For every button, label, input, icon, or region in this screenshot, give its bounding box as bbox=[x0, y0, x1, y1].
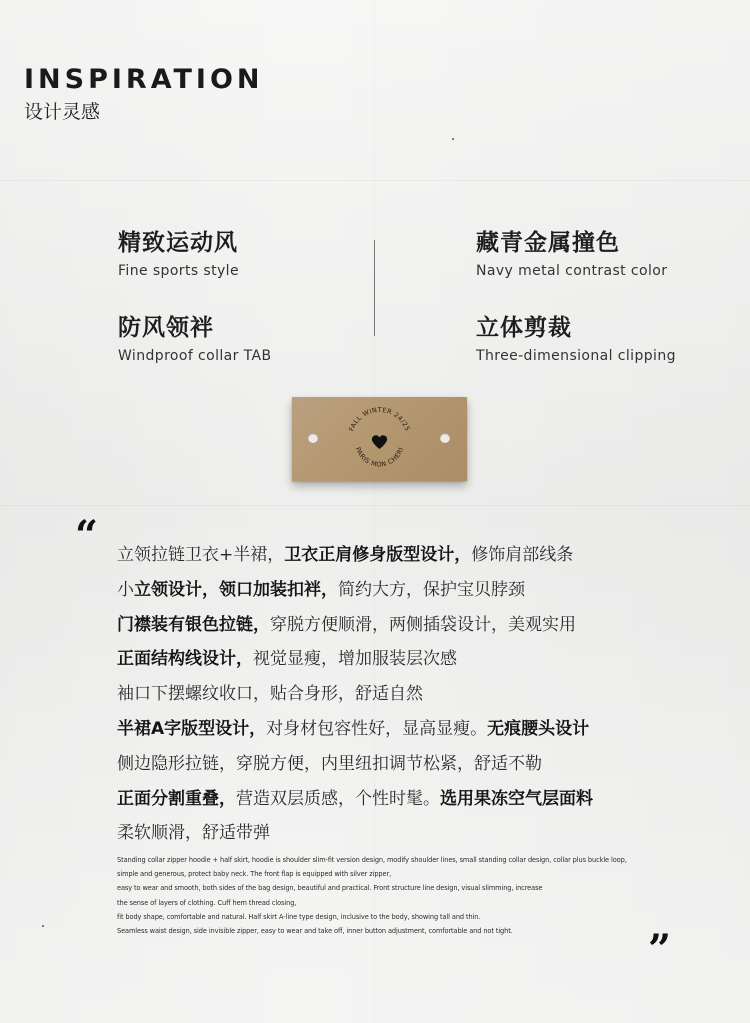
tag-stamp-logo bbox=[342, 402, 417, 477]
description-line bbox=[117, 821, 593, 856]
paper-fold-line bbox=[0, 505, 750, 506]
description-text: 柔软顺滑，舒适带弹 bbox=[117, 823, 270, 844]
feature-sports-style bbox=[118, 224, 239, 279]
description-highlight: 半裙A字版型设计， bbox=[117, 718, 267, 739]
feature-caption: Fine sports style bbox=[118, 263, 239, 279]
english-description-line: the sense of layers of clothing. Cuff hem thread closing, bbox=[117, 898, 297, 907]
description-highlight: 无痕腰头设计 bbox=[487, 718, 590, 739]
feature-title: 藏青金属撞色 bbox=[476, 230, 620, 256]
description-line bbox=[117, 647, 593, 682]
description-highlight: 选用果冻空气层面料 bbox=[440, 788, 593, 809]
description-line bbox=[117, 787, 593, 822]
description-text: 立领拉链卫衣+半裙， bbox=[117, 545, 285, 565]
feature-caption: Navy metal contrast color bbox=[476, 263, 668, 279]
description-highlight: 正面分割重叠， bbox=[117, 788, 236, 809]
paper-speck bbox=[42, 925, 44, 927]
description-highlight: 门襟装有银色拉链， bbox=[117, 614, 270, 635]
kraft-hang-tag bbox=[292, 397, 467, 481]
description-text: 修饰肩部线条 bbox=[471, 545, 574, 565]
description-text: 简约大方，保护宝贝脖颈 bbox=[338, 579, 525, 600]
english-description-line: simple and generous, protect baby neck. The front flap is equipped with silver zipper, bbox=[117, 870, 392, 879]
tag-hole bbox=[440, 433, 450, 443]
description-line bbox=[117, 752, 593, 787]
paper-fold-line bbox=[0, 180, 750, 181]
feature-title: 精致运动风 bbox=[118, 230, 238, 256]
feature-divider bbox=[374, 240, 375, 336]
description-en bbox=[117, 855, 697, 940]
description-text: 侧边隐形拉链，穿脱方便，内里纽扣调节松紧，舒适不勒 bbox=[117, 753, 542, 774]
tag-ring-text-bottom: PARIS MON CHERI bbox=[353, 446, 406, 469]
feature-contrast-color bbox=[476, 224, 667, 279]
feature-clipping bbox=[476, 309, 676, 364]
feature-collar-tab bbox=[118, 309, 272, 364]
open-quote-mark: “ bbox=[75, 512, 99, 559]
feature-title: 防风领袢 bbox=[118, 315, 214, 341]
description-line bbox=[117, 717, 593, 752]
description-highlight: 卫衣正肩修身版型设计， bbox=[284, 545, 472, 565]
section-subtitle: 设计灵感 bbox=[24, 101, 101, 123]
description-text: 小 bbox=[117, 579, 134, 600]
english-description-line: Seamless waist design, side invisible zipper, easy to wear and take off, inner button adjustment, comfortable and not tight. bbox=[117, 926, 513, 935]
section-title: INSPIRATION bbox=[24, 64, 264, 95]
description-line bbox=[117, 578, 593, 613]
description-highlight: 正面结构线设计， bbox=[117, 649, 253, 670]
feature-caption: Three-dimensional clipping bbox=[476, 348, 676, 364]
description-text: 穿脱方便顺滑，两侧插袋设计，美观实用 bbox=[270, 614, 576, 635]
english-description-line: fit body shape, comfortable and natural. Half skirt A-line type design, inclusive to the body, showing tall and thin. bbox=[117, 912, 481, 921]
feature-title: 立体剪裁 bbox=[476, 315, 572, 341]
description-text: 对身材包容性好，显高显瘦。 bbox=[266, 718, 488, 739]
close-quote-mark: ” bbox=[648, 926, 672, 973]
description-line bbox=[117, 682, 593, 717]
description-highlight: 立领设计，领口加装扣袢， bbox=[134, 579, 338, 600]
paper-speck bbox=[452, 138, 454, 140]
feature-caption: Windproof collar TAB bbox=[118, 348, 272, 364]
tag-ring-text-top: FALL WINTER 24/25 bbox=[347, 405, 412, 433]
english-description-line: easy to wear and smooth, both sides of the bag design, beautiful and practical. Front structure line design, visual slimming, increase bbox=[117, 884, 543, 893]
description-text: 视觉显瘦，增加服装层次感 bbox=[253, 649, 457, 670]
tag-hole bbox=[308, 433, 318, 443]
english-description-line: Standing collar zipper hoodie + half skirt, hoodie is shoulder slim-fit version design, modify shoulder lines, small standing collar design, collar plus buckle loop, bbox=[117, 856, 627, 864]
heart-icon bbox=[372, 435, 387, 449]
description-line bbox=[117, 613, 593, 648]
description-text: 袖口下摆螺纹收口，贴合身形，舒适自然 bbox=[117, 684, 423, 705]
description-line bbox=[117, 543, 593, 578]
description-cn bbox=[117, 543, 593, 856]
description-text: 营造双层质感，个性时髦。 bbox=[236, 788, 440, 809]
